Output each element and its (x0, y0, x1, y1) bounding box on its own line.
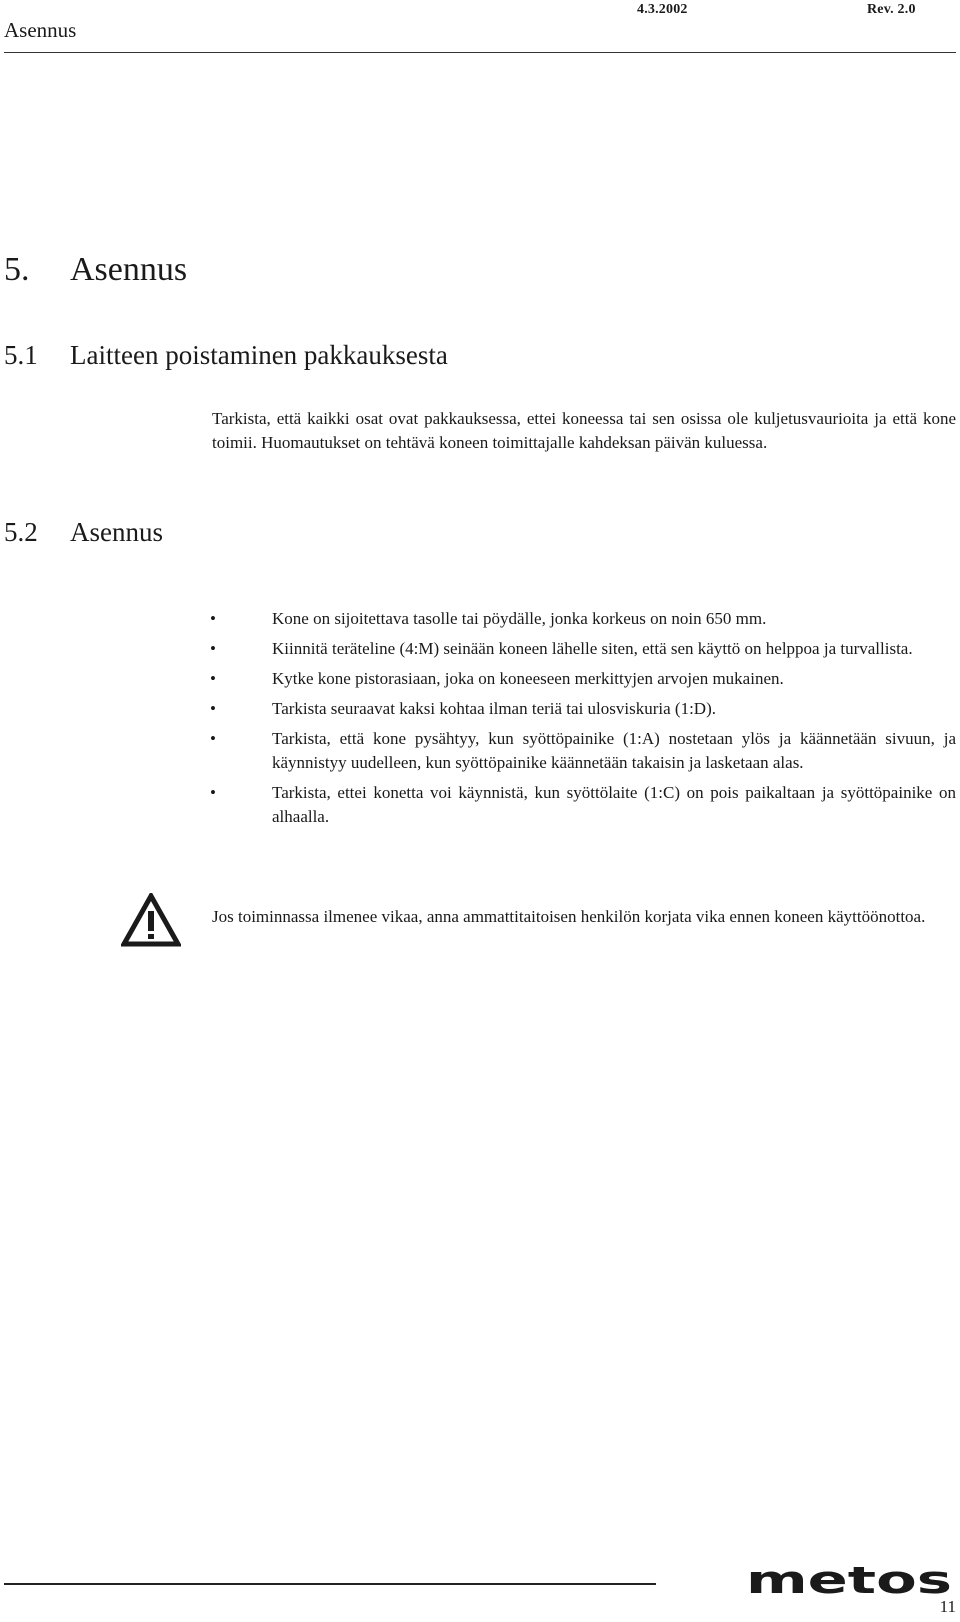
footer-divider (4, 1583, 656, 1585)
header-revision: Rev. 2.0 (867, 2, 916, 17)
list-item-text: Kytke kone pistorasiaan, joka on koneeseen merkittyjen arvojen mukainen. (272, 669, 784, 688)
section-number: 5.1 (4, 340, 38, 370)
svg-text:metos: metos (746, 1567, 952, 1597)
section-title: Laitteen poistaminen pakkauksesta (70, 340, 448, 370)
warning-text: Jos toiminnassa ilmenee vikaa, anna ammattitaitoisen henkilön korjata vika ennen koneen käyttöönottoa. (212, 907, 926, 926)
bullet-icon: • (210, 609, 216, 628)
header-date: 4.3.2002 (637, 2, 688, 17)
warning-triangle-icon (121, 893, 181, 947)
section-heading-5-1 (4, 340, 448, 371)
header-divider (4, 52, 956, 53)
bullet-icon: • (210, 699, 216, 718)
list-item-text: Tarkista seuraavat kaksi kohtaa ilman teriä tai ulosviskuria (1:D). (272, 699, 716, 718)
list-item-text: Kiinnitä teräteline (4:M) seinään koneen lähelle siten, että sen käyttö on helppoa ja turvallista. (272, 639, 913, 658)
list-item (206, 781, 956, 829)
metos-logo (746, 1567, 956, 1597)
bullet-icon: • (210, 783, 216, 802)
list-item-text: Kone on sijoitettava tasolle tai pöydälle, jonka korkeus on noin 650 mm. (272, 609, 767, 628)
list-item (206, 727, 956, 775)
list-item (206, 637, 956, 661)
section-number: 5.2 (4, 517, 38, 547)
installation-bullet-list (206, 607, 956, 835)
chapter-title: Asennus (70, 251, 188, 288)
list-item (206, 667, 956, 691)
list-item (206, 607, 956, 631)
list-item-text: Tarkista, että kone pysähtyy, kun syöttöpainike (1:A) nostetaan ylös ja käännetään sivuun, ja käynnistyy uudelleen, kun syöttöpainike käännetään takaisin ja lasketaan alas. (272, 729, 956, 772)
header-section-title: Asennus (4, 18, 77, 42)
chapter-number: 5. (4, 251, 30, 288)
bullet-icon: • (210, 669, 216, 688)
list-item-text: Tarkista, ettei konetta voi käynnistä, kun syöttölaite (1:C) on pois paikaltaan ja syöttöpainike on alhaalla. (272, 783, 956, 826)
page-number: 11 (939, 1597, 956, 1616)
section-title: Asennus (70, 517, 163, 547)
list-item (206, 697, 956, 721)
chapter-heading (4, 251, 187, 289)
section-heading-5-2 (4, 517, 163, 548)
bullet-icon: • (210, 729, 216, 748)
section-5-1-paragraph: Tarkista, että kaikki osat ovat pakkauksessa, ettei koneessa tai sen osissa ole kuljetusvaurioita ja että kone toimii. Huomautukset on tehtävä koneen toimittajalle kahdeksan päivän kuluessa. (212, 409, 956, 452)
bullet-icon: • (210, 639, 216, 658)
